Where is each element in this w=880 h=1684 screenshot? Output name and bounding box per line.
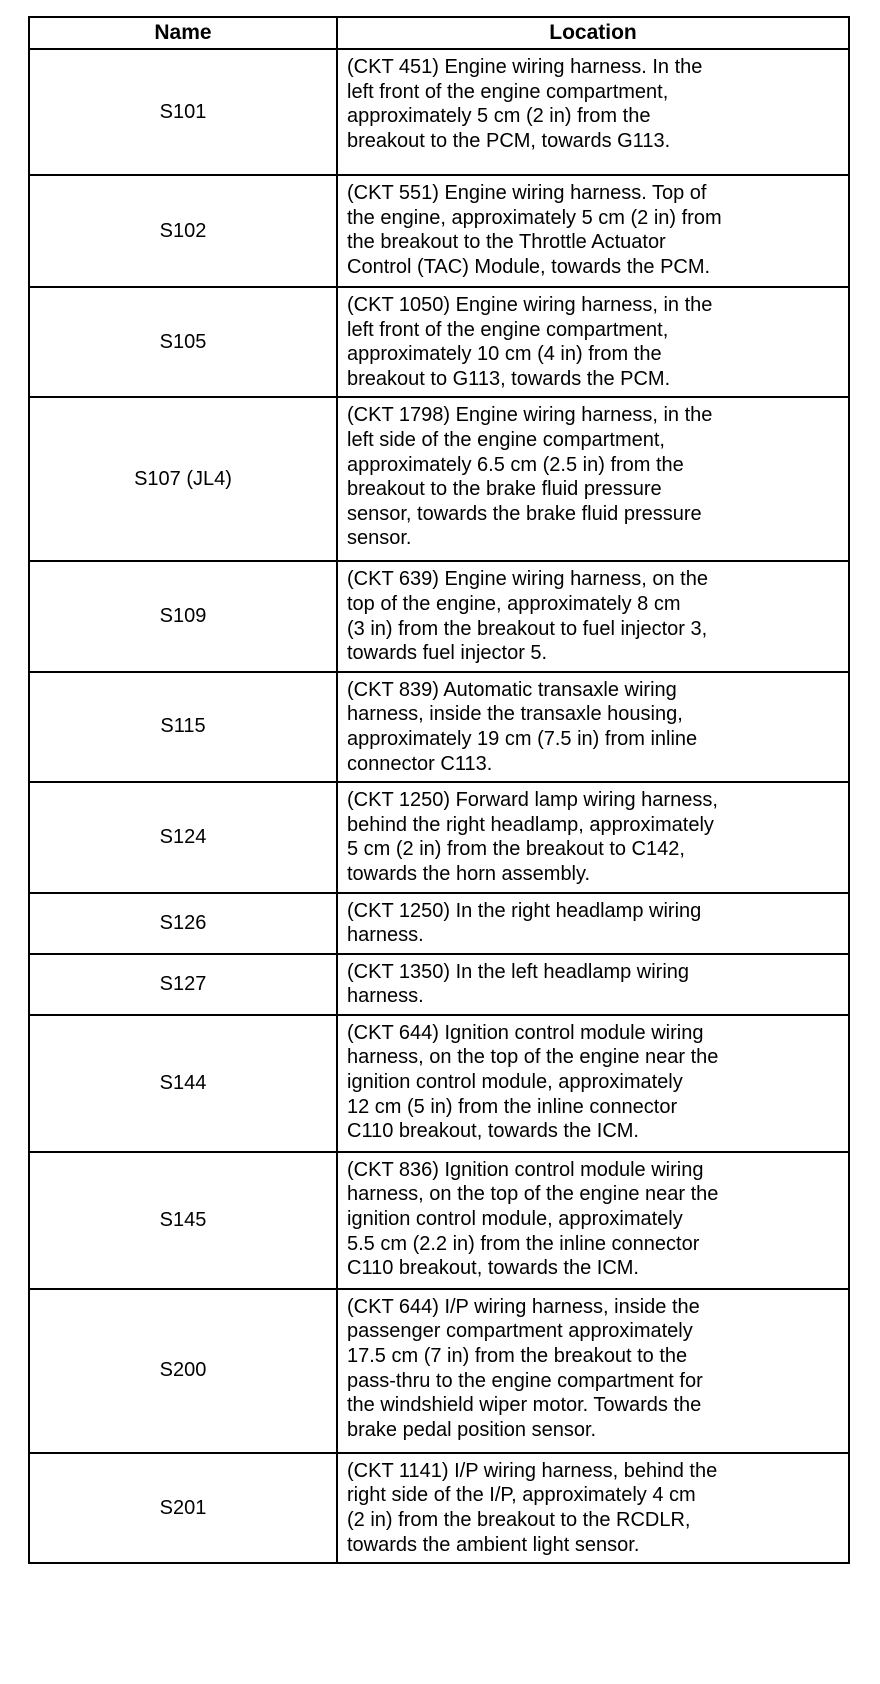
location-text-line: harness, on the top of the engine near the bbox=[347, 1046, 719, 1069]
location-text-line: towards the ambient light sensor. bbox=[347, 1533, 640, 1556]
location-text-line: C110 breakout, towards the ICM. bbox=[347, 1257, 639, 1280]
splice-location-cell bbox=[337, 1453, 849, 1563]
location-text-line: sensor. bbox=[347, 527, 412, 550]
splice-name-cell: S144 bbox=[29, 1015, 337, 1152]
location-text-line: towards the horn assembly. bbox=[347, 862, 591, 885]
location-text-line: (CKT 644) Ignition control module wiring bbox=[347, 1021, 704, 1044]
location-text-line: (CKT 1250) Forward lamp wiring harness, bbox=[347, 789, 718, 812]
location-text-line: Control (TAC) Module, towards the PCM. bbox=[347, 255, 711, 278]
location-text-line: (CKT 839) Automatic transaxle wiring bbox=[347, 678, 677, 701]
table-body bbox=[29, 49, 849, 1563]
location-text-line: approximately 19 cm (7.5 in) from inline bbox=[347, 727, 698, 750]
header-name: Name bbox=[29, 17, 337, 49]
splice-name-cell: S124 bbox=[29, 782, 337, 892]
location-text-line: passenger compartment approximately bbox=[347, 1320, 693, 1343]
location-text-line: (CKT 836) Ignition control module wiring bbox=[347, 1158, 704, 1181]
splice-location-cell bbox=[337, 1289, 849, 1453]
table-header-row bbox=[29, 17, 849, 49]
splice-location-cell bbox=[337, 1015, 849, 1152]
location-text-line: C110 breakout, towards the ICM. bbox=[347, 1120, 639, 1143]
location-text-line: towards fuel injector 5. bbox=[347, 642, 548, 665]
location-text-line: sensor, towards the brake fluid pressure bbox=[347, 502, 702, 525]
splice-location-cell bbox=[337, 49, 849, 175]
splice-location-cell bbox=[337, 893, 849, 954]
location-text-line: approximately 10 cm (4 in) from the bbox=[347, 343, 662, 366]
location-text-line: harness. bbox=[347, 924, 424, 947]
splice-location-cell bbox=[337, 1152, 849, 1289]
location-text-line: the windshield wiper motor. Towards the bbox=[347, 1394, 702, 1417]
splice-name-cell: S200 bbox=[29, 1289, 337, 1453]
location-text-line: approximately 5 cm (2 in) from the bbox=[347, 105, 651, 128]
location-text-line: connector C113. bbox=[347, 752, 493, 775]
location-text-line: (2 in) from the breakout to the RCDLR, bbox=[347, 1509, 691, 1532]
splice-location-cell bbox=[337, 954, 849, 1015]
location-text-line: pass-thru to the engine compartment for bbox=[347, 1369, 703, 1392]
location-text-line: brake pedal position sensor. bbox=[347, 1418, 597, 1441]
location-text-line: 5 cm (2 in) from the breakout to C142, bbox=[347, 838, 685, 861]
location-text-line: 17.5 cm (7 in) from the breakout to the bbox=[347, 1345, 688, 1368]
table-row bbox=[29, 49, 849, 175]
table-row bbox=[29, 287, 849, 397]
location-text-line: ignition control module, approximately bbox=[347, 1208, 683, 1231]
table-row bbox=[29, 1453, 849, 1563]
splice-name-cell: S126 bbox=[29, 893, 337, 954]
location-text-line: the breakout to the Throttle Actuator bbox=[347, 231, 666, 254]
table-row bbox=[29, 561, 849, 671]
location-text-line: (CKT 1250) In the right headlamp wiring bbox=[347, 899, 702, 922]
location-text-line: left front of the engine compartment, bbox=[347, 80, 669, 103]
location-text-line: ignition control module, approximately bbox=[347, 1071, 683, 1094]
table-row bbox=[29, 782, 849, 892]
location-text-line: breakout to the PCM, towards G113. bbox=[347, 129, 671, 152]
splice-location-cell bbox=[337, 175, 849, 287]
location-text-line: (CKT 451) Engine wiring harness. In the bbox=[347, 56, 703, 78]
splice-name-cell: S101 bbox=[29, 49, 337, 175]
location-text-line: harness. bbox=[347, 985, 424, 1008]
location-text-line: approximately 6.5 cm (2.5 in) from the bbox=[347, 453, 684, 476]
location-text-line: (CKT 1050) Engine wiring harness, in the bbox=[347, 294, 713, 316]
header-location: Location bbox=[337, 17, 849, 49]
splice-location-cell bbox=[337, 287, 849, 397]
location-text-line: right side of the I/P, approximately 4 cm bbox=[347, 1484, 696, 1507]
splice-location-cell bbox=[337, 561, 849, 671]
location-text-line: (CKT 644) I/P wiring harness, inside the bbox=[347, 1295, 700, 1318]
location-text-line: 5.5 cm (2.2 in) from the inline connector bbox=[347, 1232, 700, 1255]
splice-name-cell: S105 bbox=[29, 287, 337, 397]
splice-name-cell: S115 bbox=[29, 672, 337, 782]
location-text-line: harness, inside the transaxle housing, bbox=[347, 703, 683, 726]
splice-name-cell: S107 (JL4) bbox=[29, 397, 337, 561]
table-row bbox=[29, 1289, 849, 1453]
splice-name-cell: S201 bbox=[29, 1453, 337, 1563]
location-text-line: left side of the engine compartment, bbox=[347, 428, 665, 451]
table-row bbox=[29, 672, 849, 782]
table-row bbox=[29, 175, 849, 287]
splice-name-cell: S109 bbox=[29, 561, 337, 671]
table-row bbox=[29, 1015, 849, 1152]
location-text-line: (CKT 639) Engine wiring harness, on the bbox=[347, 568, 708, 591]
table-row bbox=[29, 893, 849, 954]
location-text-line: breakout to the brake fluid pressure bbox=[347, 478, 662, 501]
splice-location-table bbox=[28, 16, 850, 1564]
location-text-line: left front of the engine compartment, bbox=[347, 318, 669, 341]
location-text-line: (CKT 1798) Engine wiring harness, in the bbox=[347, 404, 713, 427]
location-text-line: the engine, approximately 5 cm (2 in) from bbox=[347, 206, 722, 229]
splice-location-cell bbox=[337, 782, 849, 892]
table-row bbox=[29, 954, 849, 1015]
location-text-line: top of the engine, approximately 8 cm bbox=[347, 592, 681, 615]
splice-location-cell bbox=[337, 397, 849, 561]
splice-location-sheet bbox=[28, 16, 848, 1564]
location-text-line: 12 cm (5 in) from the inline connector bbox=[347, 1095, 678, 1118]
table-row bbox=[29, 397, 849, 561]
location-text-line: (CKT 551) Engine wiring harness. Top of bbox=[347, 182, 707, 204]
location-text-line: (3 in) from the breakout to fuel injector 3, bbox=[347, 617, 708, 640]
splice-location-cell bbox=[337, 672, 849, 782]
location-text-line: (CKT 1350) In the left headlamp wiring bbox=[347, 960, 690, 983]
location-text-line: harness, on the top of the engine near the bbox=[347, 1183, 719, 1206]
location-text-line: breakout to G113, towards the PCM. bbox=[347, 367, 671, 390]
splice-name-cell: S127 bbox=[29, 954, 337, 1015]
location-text-line: (CKT 1141) I/P wiring harness, behind the bbox=[347, 1459, 718, 1482]
splice-name-cell: S145 bbox=[29, 1152, 337, 1289]
location-text-line: behind the right headlamp, approximately bbox=[347, 813, 714, 836]
table-row bbox=[29, 1152, 849, 1289]
splice-name-cell: S102 bbox=[29, 175, 337, 287]
